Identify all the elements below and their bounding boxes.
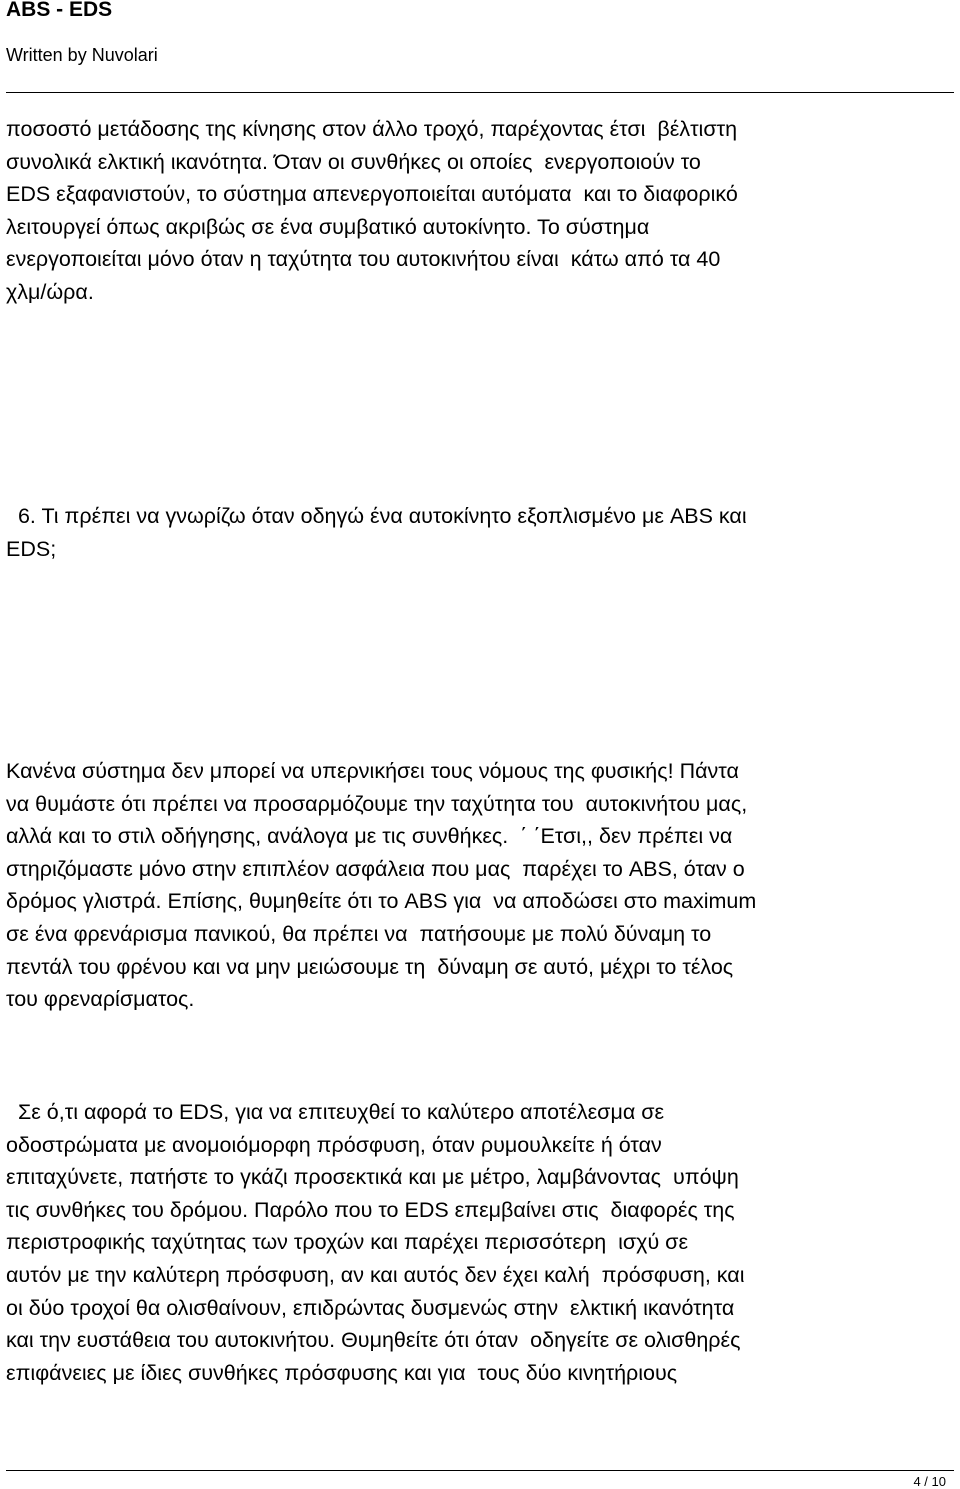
page-header: [6, 0, 954, 93]
body-paragraph-1: ποσοστό μετάδοσης της κίνησης στον άλλο τροχό, παρέχοντας έτσι βέλτιστη συνολικά ελκτική ικανότητα. Όταν οι συνθήκες οι οποίες ενεργοποιούν το EDS εξαφανιστούν, το σύστημα απενεργοποιείται αυτόματα και το διαφορικό λειτουργεί όπως ακριβώς σε ένα συμβατικό αυτοκίνητο. Το σύστημα ενεργοποιείται μόνο όταν η ταχύτητα του αυτοκινήτου είναι κάτω από τα 40 χλμ/ώρα.: [6, 117, 738, 304]
page-number: 4 / 10: [913, 1474, 946, 1489]
body-paragraph-3: Σε ό,τι αφορά το EDS, για να επιτευχθεί το καλύτερο αποτέλεσμα σε οδοστρώματα με ανομοιόμορφη πρόσφυση, όταν ρυμουλκείτε ή όταν επιταχύνετε, πατήστε το γκάζι προσεκτικά και με μέτρο, λαμβάνοντας υπόψη τις συνθήκες του δρόμου. Παρόλο που το EDS επεμβαίνει στις διαφορές της περιστροφικής ταχύτητας των τροχών και παρέχει περισσότερη ισχύ σε αυτόν με την καλύτερη πρόσφυση, αν και αυτός δεν έχει καλή πρόσφυση, και οι δύο τροχοί θα ολισθαίνουν, επιδρώντας δυσμενώς στην ελκτική ικανότητα και την ευστάθεια του αυτοκινήτου. Θυμηθείτε ότι όταν οδηγείτε σε ολισθηρές επιφάνειες με ίδιες συνθήκες πρόσφυσης και για τους δύο κινητήριους: [6, 1100, 745, 1385]
document-title: ABS - EDS: [6, 0, 113, 21]
body-paragraph-2: Κανένα σύστημα δεν μπορεί να υπερνικήσει τους νόμους της φυσικής! Πάντα να θυμάστε ότι πρέπει να προσαρμόζουμε την ταχύτητα του αυτοκινήτου μας, αλλά και το στιλ οδήγησης, ανάλογα με τις συνθήκες. ΄ ΄Ετσι,, δεν πρέπει να στηριζόμαστε μόνο στην επιπλέον ασφάλεια που μας παρέχει το ABS, όταν ο δρόμος γλιστρά. Επίσης, θυμηθείτε ότι το ABS για να αποδώσει στο maximum σε ένα φρενάρισμα πανικού, θα πρέπει να πατήσουμε με πολύ δύναμη το πεντάλ του φρένου και να μην μειώσουμε τη δύναμη σε αυτό, μέχρι το τέλος του φρεναρίσματος.: [6, 759, 757, 1012]
page-footer: [6, 1470, 954, 1489]
document-author: Written by Nuvolari: [6, 45, 158, 65]
section-heading-6: 6. Τι πρέπει να γνωρίζω όταν οδηγώ ένα αυτοκίνητο εξοπλισμένο με ABS και EDS;: [6, 504, 747, 561]
